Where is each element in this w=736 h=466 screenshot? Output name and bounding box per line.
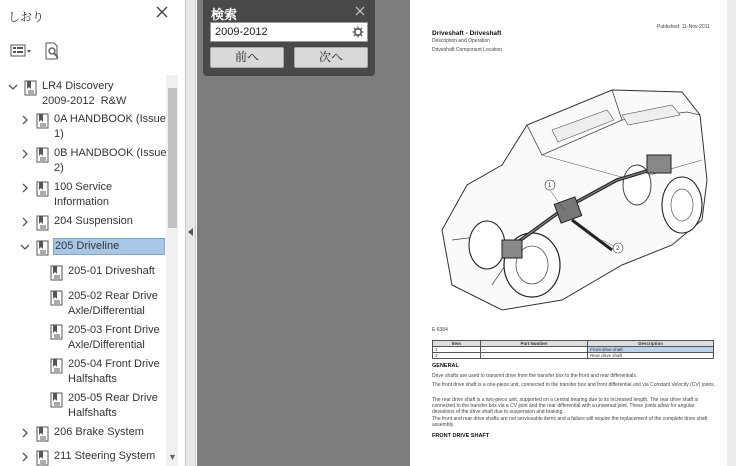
bookmark-icon [36, 450, 51, 466]
chevron-right-icon[interactable] [20, 428, 30, 438]
bookmark-label: 205-05 Rear Drive Halfshafts [68, 392, 158, 419]
table-row [433, 353, 714, 359]
bookmark-icon [50, 324, 65, 340]
table-header: Description [588, 341, 714, 347]
bookmark-label: 206 Brake System [54, 426, 144, 438]
doc-subheading: Description and Operation [432, 38, 491, 44]
paragraph: The rear drive shaft is a two-piece unit, supported on a central bearing due to its increased length. The rear drive shaft is connected to the transfer box via a CV joint and the rear differential with a universal joint. These joints allow for angular deviations of the drive shaft due to suspension and braking. [432, 397, 699, 415]
table-cell: 2 [433, 353, 481, 359]
table-cell: - [480, 353, 587, 359]
doc-location: Driveshaft Component Location [432, 47, 503, 53]
table-header: Item [433, 341, 481, 347]
paragraph: Drive shafts are used to transmit drive from the transfer box to the front and rear differentials. [432, 373, 638, 379]
find-next-button[interactable]: 次へ [294, 47, 368, 68]
bookmark-label: LR4 Discovery 2009-2012 R&W [42, 80, 127, 107]
search-input[interactable] [210, 22, 368, 42]
table-cell: - [480, 347, 587, 353]
parts-table [432, 340, 714, 359]
table-cell-highlighted: Front drive shaft [588, 347, 714, 353]
vehicle-illustration [432, 60, 717, 320]
list-options-icon [10, 44, 32, 58]
bookmark-label: 205-01 Driveshaft [68, 265, 155, 277]
bookmark-icon [36, 113, 51, 129]
paragraph: The front drive shaft is a one-piece unit, connected to the transfer box and front differential unit via Constant Velocity (CV) joints. [432, 382, 715, 388]
bookmark-icon [36, 147, 51, 163]
bookmark-icon [36, 426, 51, 442]
bookmark-label: 205 Driveline [53, 238, 165, 255]
bookmark-icon [36, 240, 51, 256]
find-title: 検索 [211, 7, 238, 22]
find-panel [203, 0, 375, 76]
bookmark-label: 100 Service Information [54, 181, 113, 208]
bookmark-label: 211 Steering System [54, 450, 156, 462]
callout-1: 1 [548, 183, 552, 189]
bookmark-tree [0, 75, 172, 466]
bookmark-icon [24, 80, 39, 96]
callout-2: 2 [616, 246, 620, 252]
chevron-right-icon[interactable] [20, 115, 30, 125]
general-heading: GENERAL [432, 363, 459, 369]
table-cell: Rear drive shaft [588, 353, 714, 359]
bookmarks-panel-title: しおり [8, 10, 45, 24]
bookmark-icon [50, 290, 65, 306]
doc-heading: Driveshaft - Driveshaft [432, 30, 502, 37]
document-page [410, 0, 727, 466]
collapse-panel-icon[interactable] [188, 228, 193, 236]
front-drive-heading: FRONT DRIVE SHAFT [432, 433, 490, 439]
chevron-down-icon[interactable] [8, 82, 18, 92]
find-previous-button[interactable]: 前へ [210, 47, 284, 68]
chevron-right-icon[interactable] [20, 452, 30, 462]
bookmark-icon [50, 392, 65, 408]
bookmark-icon [36, 215, 51, 231]
table-cell: 1 [433, 347, 481, 353]
chevron-right-icon[interactable] [20, 217, 30, 227]
close-icon[interactable] [355, 6, 365, 16]
scroll-down-arrow-icon[interactable]: ▼ [168, 452, 177, 462]
close-icon[interactable] [154, 4, 170, 20]
bookmark-label: 204 Suspension [54, 215, 133, 227]
table-header: Part Number [480, 341, 587, 347]
bookmark-icon [50, 265, 65, 281]
document-scrollbar[interactable] [727, 0, 736, 466]
bookmark-icon [50, 358, 65, 374]
bookmark-scrollbar-thumb[interactable] [168, 88, 177, 228]
options-menu-button[interactable] [10, 44, 32, 58]
paragraph: The front and rear drive shafts are not serviceable items and a failure will require the replacement of the complete drive shaft assembly. [432, 416, 708, 428]
chevron-down-icon[interactable] [20, 242, 30, 252]
bookmark-label: 0A HANDBOOK (Issue 1) [54, 113, 166, 140]
bookmark-label: 205-02 Rear Drive Axle/Differential [68, 290, 158, 317]
gear-icon[interactable] [352, 26, 364, 38]
bookmark-label: 205-04 Front Drive Halfshafts [68, 358, 160, 385]
bookmark-icon [36, 181, 51, 197]
published-date: Published: 11-Nov-2011 [657, 24, 710, 30]
bookmark-label: 205-03 Front Drive Axle/Differential [68, 324, 160, 351]
figure-id: E 6384 [432, 327, 448, 333]
bookmarks-panel [0, 0, 186, 466]
find-bookmark-button[interactable] [44, 42, 62, 60]
search-bookmark-icon [44, 42, 62, 60]
bookmark-label: 0B HANDBOOK (Issue 2) [54, 147, 167, 174]
chevron-right-icon[interactable] [20, 183, 30, 193]
chevron-right-icon[interactable] [20, 149, 30, 159]
